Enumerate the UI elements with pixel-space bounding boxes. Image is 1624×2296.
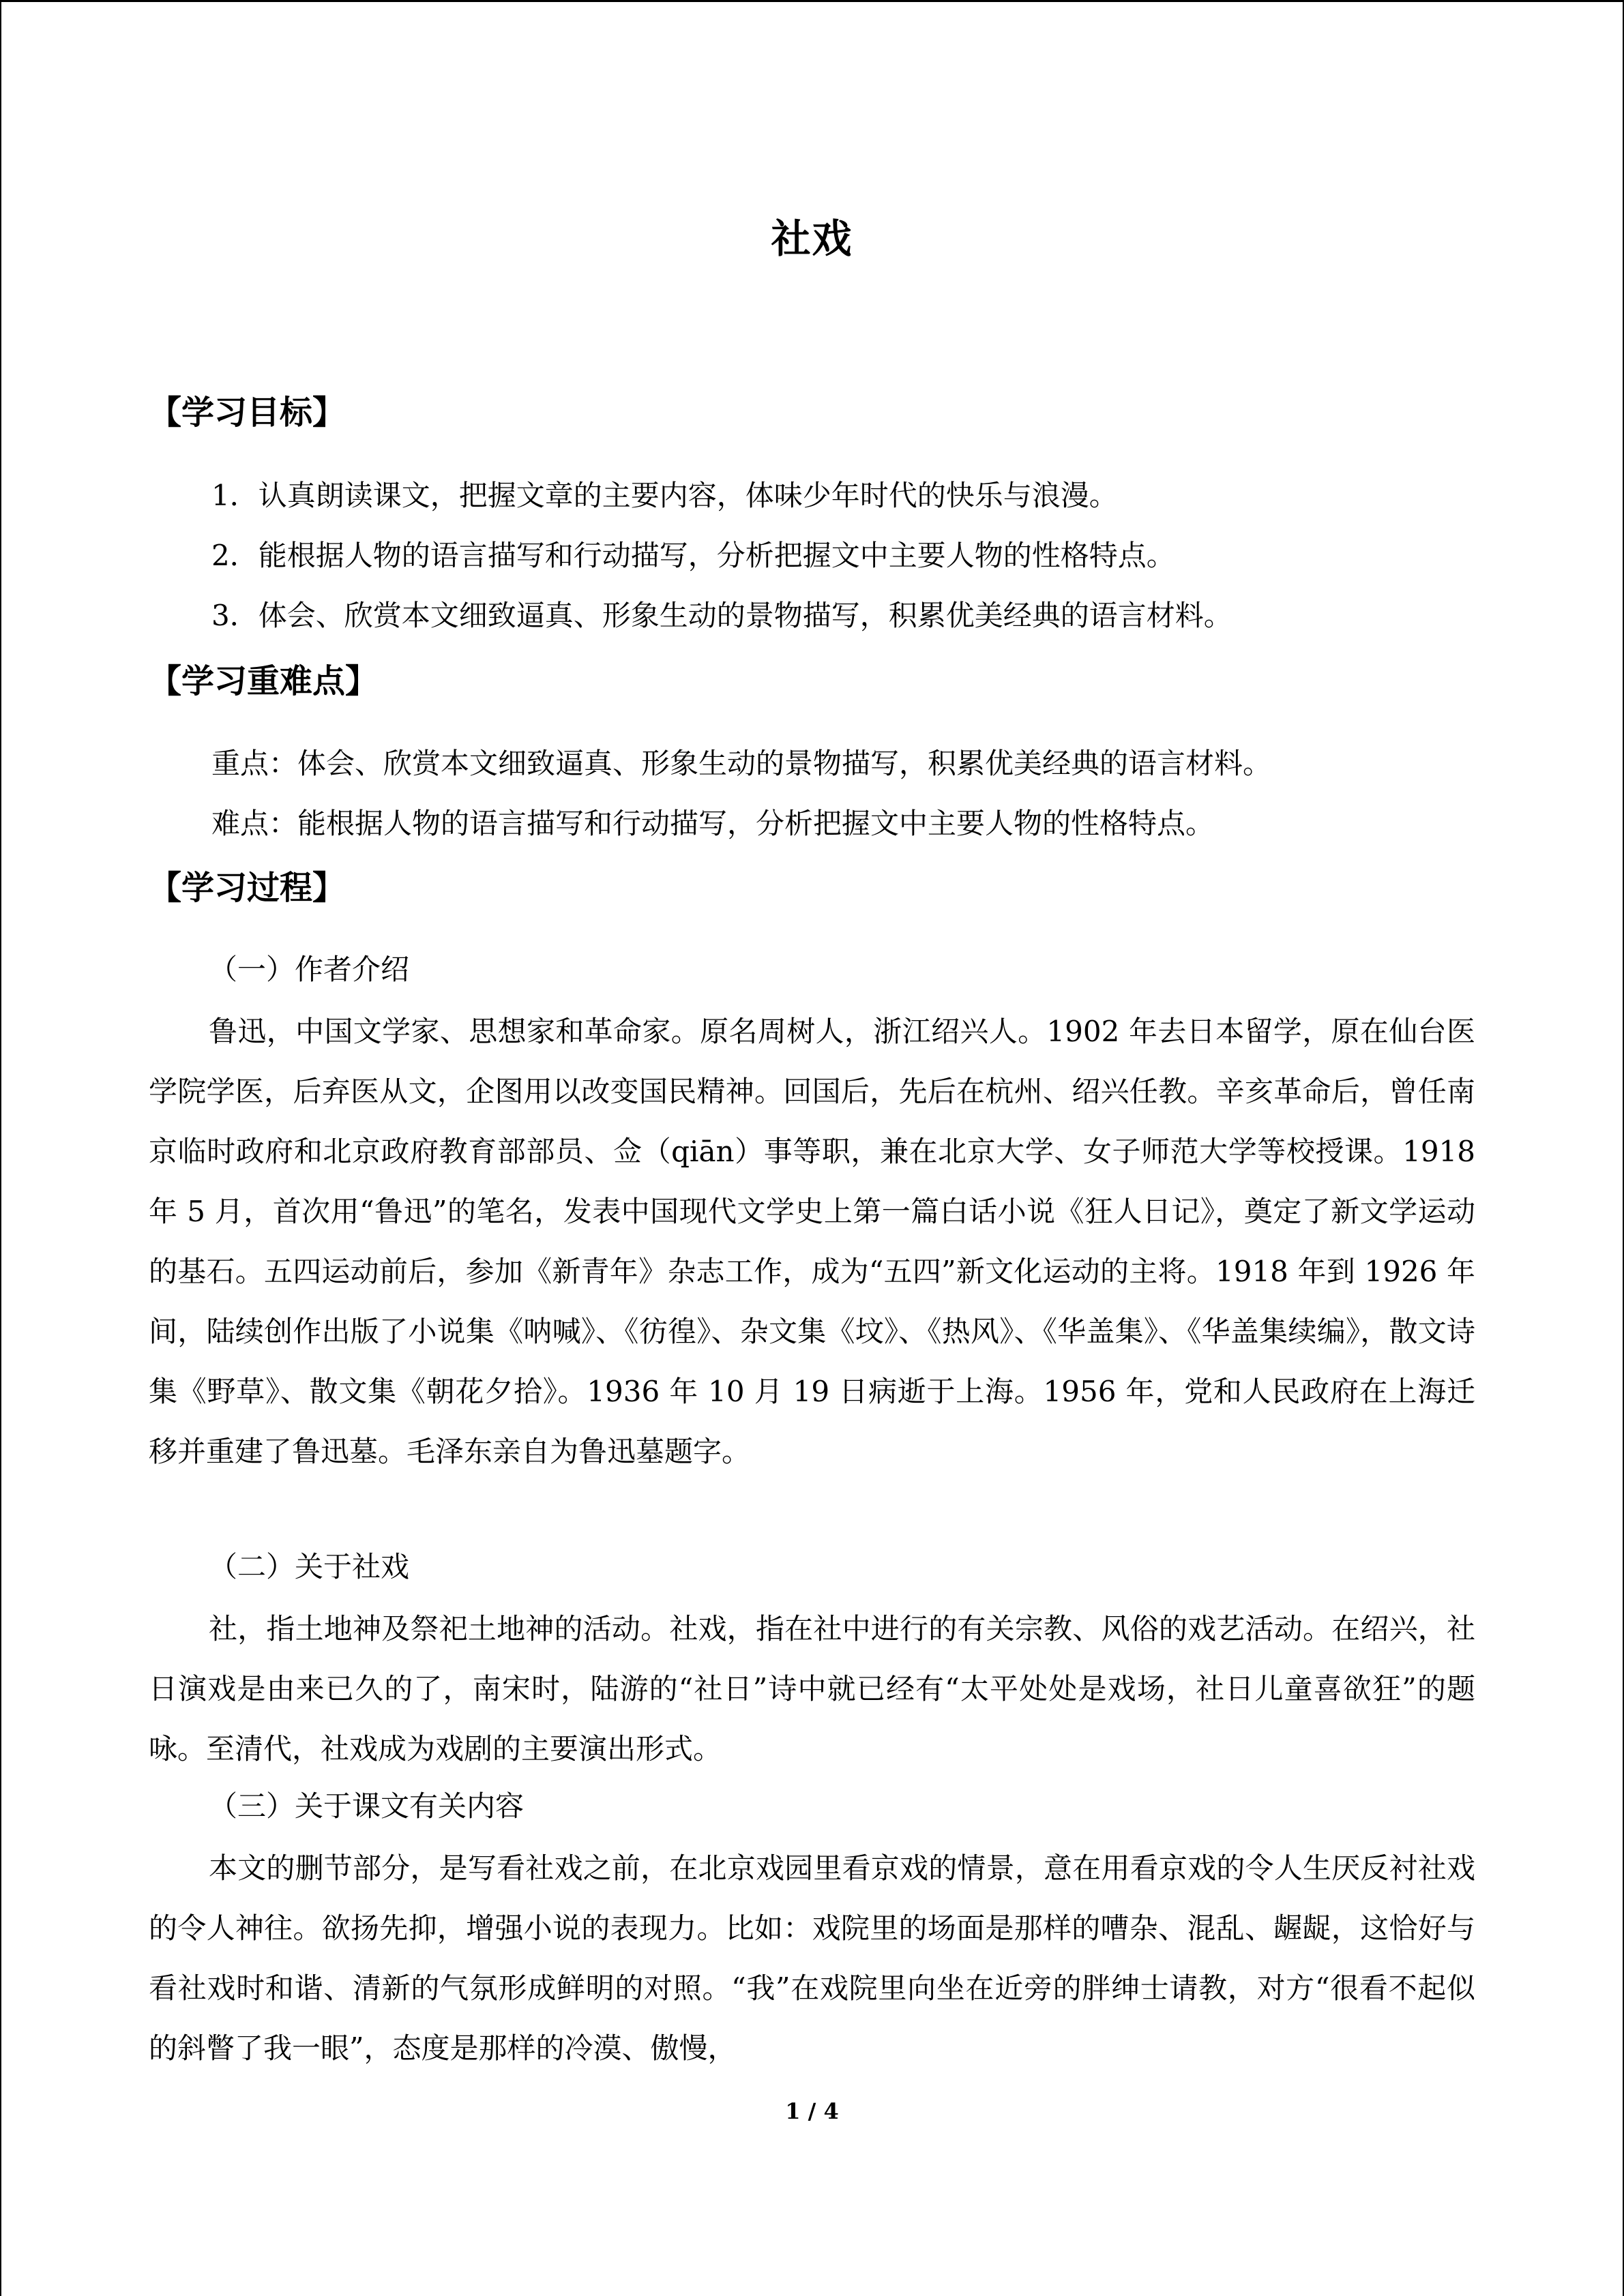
page-number: 1 / 4 <box>785 2098 839 2124</box>
objective-item-1: 1．认真朗读课文，把握文章的主要内容，体味少年时代的快乐与浪漫。 <box>211 479 1118 512</box>
text-content-subheading: （三）关于课文有关内容 <box>209 1789 525 1823</box>
focus-point: 重点：体会、欣赏本文细致逼真、形象生动的景物描写，积累优美经典的语言材料。 <box>211 747 1272 780</box>
process-heading: 【学习过程】 <box>149 869 346 907</box>
objective-item-2: 2．能根据人物的语言描写和行动描写，分析把握文中主要人物的性格特点。 <box>211 539 1175 572</box>
author-intro-subheading: （一）作者介绍 <box>209 953 410 986</box>
author-intro-paragraph: 鲁迅，中国文学家、思想家和革命家。原名周树人，浙江绍兴人。1902 年去日本留学，原在仙台医学院学医，后弃医从文，企图用以改变国民精神。回国后，先后在杭州、绍兴任教。辛亥革命后，曾任南京临时政府和北京政府教育部部员、佥（qiān）事等职，兼在北京大学、女子师范大学等校授课。1918 年 5 月，首次用“鲁迅”的笔名，发表中国现代文学史上第一篇白话小说《狂人日记》，奠定了新文学运动的基石。五四运动前后，参加《新青年》杂志工作，成为“五四”新文化运动的主将。1918 年到 1926 年间，陆续创作出版了小说集《呐喊》、《彷徨》、杂文集《坟》、《热风》、《华盖集》、《华盖集续编》，散文诗集《野草》、散文集《朝花夕拾》。1936 年 10 月 19 日病逝于上海。1956 年，党和人民政府在上海迁移并重建了鲁迅墓。毛泽东亲自为鲁迅墓题字。 <box>149 1015 1475 1468</box>
about-shexi-subheading: （二）关于社戏 <box>209 1550 410 1583</box>
document-title: 社戏 <box>771 215 853 262</box>
objectives-heading: 【学习目标】 <box>149 393 346 432</box>
objective-item-3: 3．体会、欣赏本文细致逼真、形象生动的景物描写，积累优美经典的语言材料。 <box>211 599 1232 632</box>
about-shexi-paragraph: 社，指土地神及祭祀土地神的活动。社戏，指在社中进行的有关宗教、风俗的戏艺活动。在绍兴，社日演戏是由来已久的了，南宋时，陆游的“社日”诗中就已经有“太平处处是戏场，社日儿童喜欲狂”的题咏。至清代，社戏成为戏剧的主要演出形式。 <box>149 1612 1475 1765</box>
difficulty-point: 难点：能根据人物的语言描写和行动描写，分析把握文中主要人物的性格特点。 <box>211 807 1215 840</box>
key-points-heading: 【学习重难点】 <box>149 662 379 700</box>
text-content-paragraph: 本文的删节部分，是写看社戏之前，在北京戏园里看京戏的情景，意在用看京戏的令人生厌反衬社戏的令人神往。欲扬先抑，增强小说的表现力。比如：戏院里的场面是那样的嘈杂、混乱、龌龊，这恰好与看社戏时和谐、清新的气氛形成鲜明的对照。“我”在戏院里向坐在近旁的胖绅士请教，对方“很看不起似的斜瞥了我一眼”，态度是那样的冷漠、傲慢， <box>149 1851 1475 2065</box>
